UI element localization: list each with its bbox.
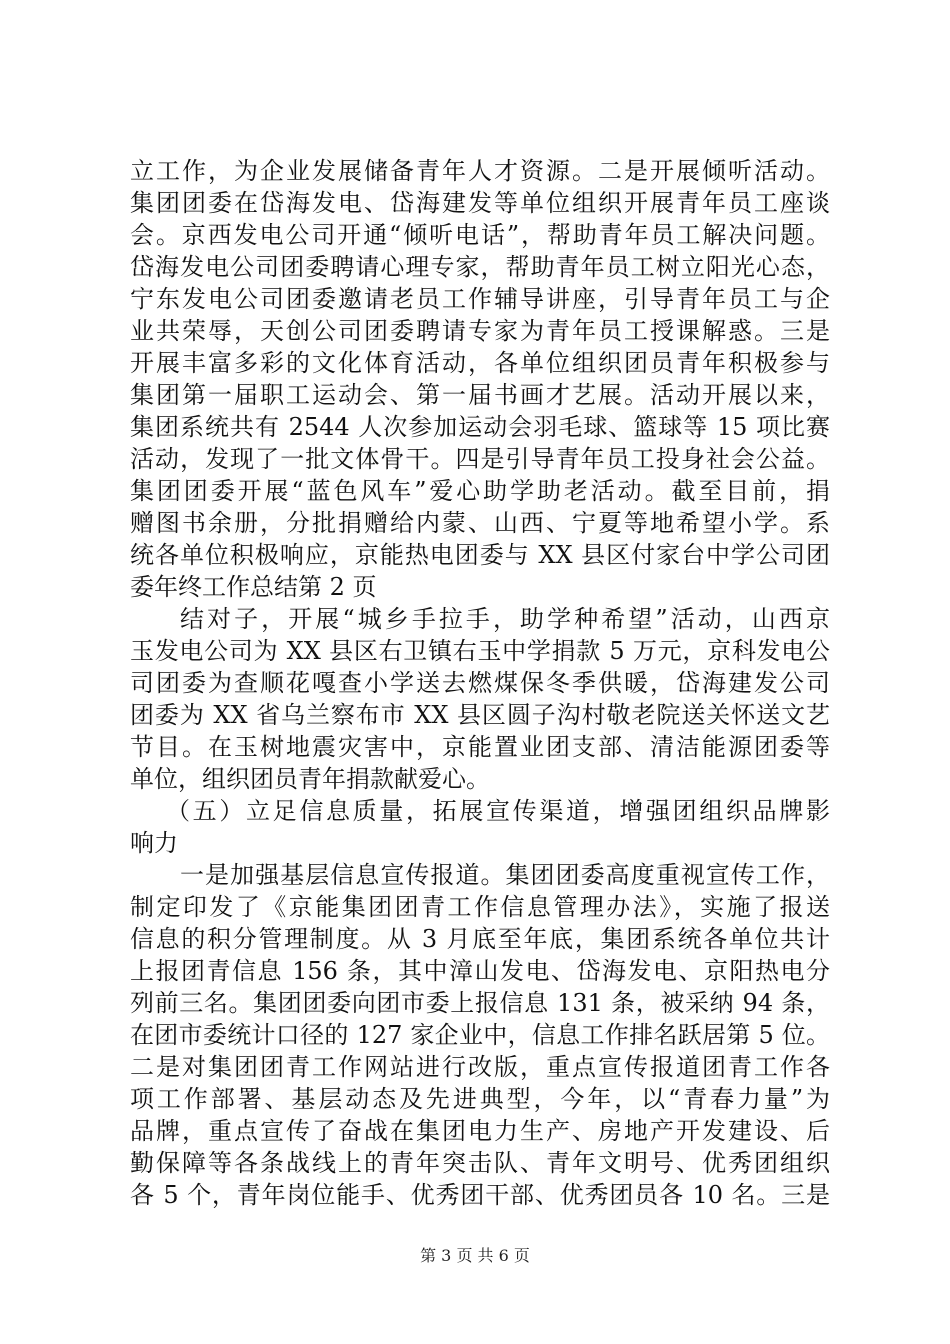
text-line: 集团系统共有 2544 人次参加运动会羽毛球、篮球等 15 项比赛 — [130, 413, 830, 441]
page-number-footer: 第 3 页 共 6 页 — [420, 1246, 530, 1265]
text-line: 岱海发电公司团委聘请心理专家，帮助青年员工树立阳光心态， — [130, 253, 830, 281]
text-line: 统各单位积极响应，京能热电团委与 XX 县区付家台中学公司团 — [130, 541, 830, 569]
text-line: 信息的积分管理制度。从 3 月底至年底，集团系统各单位共计 — [130, 925, 830, 953]
text-line: 宁东发电公司团委邀请老员工作辅导讲座，引导青年员工与企 — [130, 285, 830, 313]
text-line: 制定印发了《京能集团团青工作信息管理办法》，实施了报送 — [130, 893, 830, 921]
text-line: 上报团青信息 156 条，其中漳山发电、岱海发电、京阳热电分 — [130, 957, 830, 985]
text-line: 各 5 个，青年岗位能手、优秀团干部、优秀团员各 10 名。三是 — [130, 1181, 830, 1209]
text-line: 节目。在玉树地震灾害中，京能置业团支部、清洁能源团委等 — [130, 733, 830, 761]
text-line: 集团团委开展“蓝色风车”爱心助学助老活动。截至目前，捐 — [130, 477, 830, 505]
text-line: 活动，发现了一批文体骨干。四是引导青年员工投身社会公益。 — [130, 445, 830, 473]
text-line: 委年终工作总结第 2 页 — [130, 573, 377, 601]
text-line: 项工作部署、基层动态及先进典型，今年，以“青春力量”为 — [130, 1085, 830, 1113]
document-body — [130, 155, 830, 1211]
text-line: 业共荣辱，天创公司团委聘请专家为青年员工授课解惑。三是 — [130, 317, 830, 345]
text-line: 勤保障等各条战线上的青年突击队、青年文明号、优秀团组织 — [130, 1149, 830, 1177]
text-line: 赠图书余册，分批捐赠给内蒙、山西、宁夏等地希望小学。系 — [130, 509, 830, 537]
text-line: 立工作，为企业发展储备青年人才资源。二是开展倾听活动。 — [130, 157, 830, 185]
text-line: 集团第一届职工运动会、第一届书画才艺展。活动开展以来， — [130, 381, 830, 409]
text-line: 玉发电公司为 XX 县区右卫镇右玉中学捐款 5 万元，京科发电公 — [130, 637, 830, 665]
text-line: 在团市委统计口径的 127 家企业中，信息工作排名跃居第 5 位。 — [130, 1021, 830, 1049]
paragraph-first-line: 结对子，开展“城乡手拉手，助学种希望”活动，山西京 — [180, 605, 830, 633]
text-line: 品牌，重点宣传了奋战在集团电力生产、房地产开发建设、后 — [130, 1117, 830, 1145]
text-line: 开展丰富多彩的文化体育活动，各单位组织团员青年积极参与 — [130, 349, 830, 377]
paragraph-first-line: 一是加强基层信息宣传报道。集团团委高度重视宣传工作， — [180, 861, 830, 889]
text-line: 列前三名。集团团委向团市委上报信息 131 条，被采纳 94 条， — [130, 989, 830, 1017]
section-heading-continued: 响力 — [130, 829, 178, 857]
text-line: 会。京西发电公司开通“倾听电话”，帮助青年员工解决问题。 — [130, 221, 830, 249]
text-line: 二是对集团团青工作网站进行改版，重点宣传报道团青工作各 — [130, 1053, 830, 1081]
section-heading: （五）立足信息质量，拓展宣传渠道，增强团组织品牌影 — [166, 797, 830, 825]
text-line: 司团委为查顺花嘎查小学送去燃煤保冬季供暖，岱海建发公司 — [130, 669, 830, 697]
text-line: 集团团委在岱海发电、岱海建发等单位组织开展青年员工座谈 — [130, 189, 830, 217]
text-line: 单位，组织团员青年捐款献爱心。 — [130, 765, 490, 793]
text-line: 团委为 XX 省乌兰察布市 XX 县区圆子沟村敬老院送关怀送文艺 — [130, 701, 830, 729]
